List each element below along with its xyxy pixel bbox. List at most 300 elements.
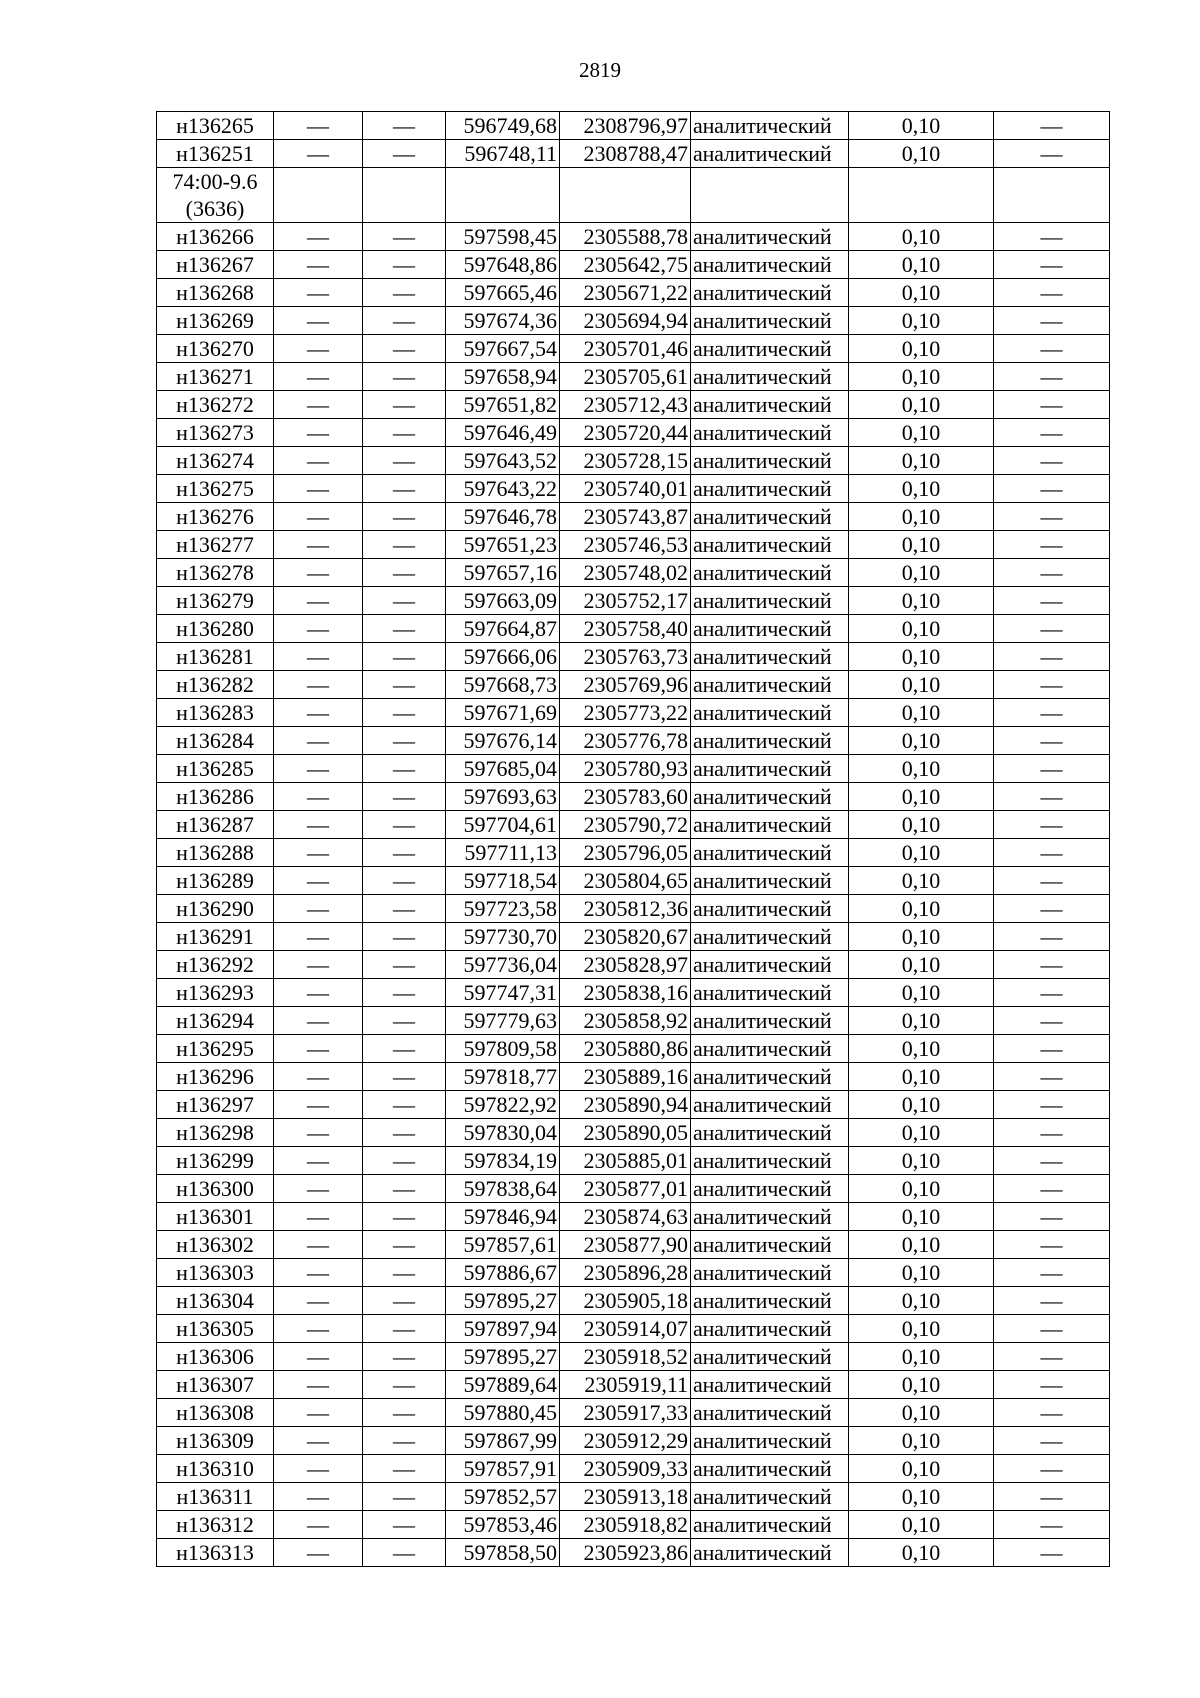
accuracy-cell: 0,10 [849, 419, 994, 447]
method-cell: аналитический [691, 951, 849, 979]
table-row [157, 1007, 1110, 1035]
y-coordinate-cell: 2305858,92 [560, 1007, 691, 1035]
y-coordinate-cell: 2305740,01 [560, 475, 691, 503]
x-coordinate-cell: 597723,58 [446, 895, 560, 923]
accuracy-cell: 0,10 [849, 391, 994, 419]
method-cell: аналитический [691, 923, 849, 951]
table-row [157, 140, 1110, 168]
method-cell: аналитический [691, 335, 849, 363]
point-name-cell: н136296 [157, 1063, 274, 1091]
y-coordinate-cell: 2305783,60 [560, 783, 691, 811]
dash-cell: — [274, 1455, 363, 1483]
dash-cell: — [994, 1455, 1110, 1483]
point-name-cell: н136287 [157, 811, 274, 839]
dash-cell: — [363, 699, 446, 727]
accuracy-cell: 0,10 [849, 1259, 994, 1287]
dash-cell: — [363, 1035, 446, 1063]
method-cell: аналитический [691, 559, 849, 587]
accuracy-cell: 0,10 [849, 279, 994, 307]
dash-cell: — [363, 1231, 446, 1259]
dash-cell: — [994, 1427, 1110, 1455]
dash-cell: — [994, 503, 1110, 531]
dash-cell: — [274, 587, 363, 615]
dash-cell: — [994, 1371, 1110, 1399]
x-coordinate-cell [446, 168, 560, 223]
dash-cell: — [363, 951, 446, 979]
x-coordinate-cell: 597853,46 [446, 1511, 560, 1539]
dash-cell: — [363, 643, 446, 671]
dash-cell: — [994, 140, 1110, 168]
dash-cell: — [274, 391, 363, 419]
method-cell: аналитический [691, 419, 849, 447]
accuracy-cell: 0,10 [849, 643, 994, 671]
dash-cell: — [363, 839, 446, 867]
accuracy-cell: 0,10 [849, 559, 994, 587]
dash-cell: — [363, 251, 446, 279]
y-coordinate-cell: 2305642,75 [560, 251, 691, 279]
x-coordinate-cell: 596748,11 [446, 140, 560, 168]
accuracy-cell: 0,10 [849, 615, 994, 643]
method-cell: аналитический [691, 1231, 849, 1259]
dash-cell [274, 168, 363, 223]
table-row [157, 279, 1110, 307]
y-coordinate-cell: 2305752,17 [560, 587, 691, 615]
accuracy-cell: 0,10 [849, 251, 994, 279]
dash-cell: — [274, 1007, 363, 1035]
y-coordinate-cell: 2305763,73 [560, 643, 691, 671]
accuracy-cell: 0,10 [849, 223, 994, 251]
table-row [157, 1287, 1110, 1315]
dash-cell: — [274, 363, 363, 391]
method-cell: аналитический [691, 1455, 849, 1483]
table-row [157, 335, 1110, 363]
method-cell: аналитический [691, 783, 849, 811]
accuracy-cell: 0,10 [849, 1427, 994, 1455]
accuracy-cell: 0,10 [849, 923, 994, 951]
point-name-cell: н136285 [157, 755, 274, 783]
dash-cell: — [274, 1315, 363, 1343]
dash-cell: — [363, 783, 446, 811]
y-coordinate-cell: 2305889,16 [560, 1063, 691, 1091]
table-section-row [157, 168, 1110, 223]
dash-cell: — [363, 1399, 446, 1427]
dash-cell: — [274, 1119, 363, 1147]
y-coordinate-cell: 2305919,11 [560, 1371, 691, 1399]
point-name-cell: н136292 [157, 951, 274, 979]
accuracy-cell: 0,10 [849, 783, 994, 811]
dash-cell: — [274, 671, 363, 699]
x-coordinate-cell: 597718,54 [446, 867, 560, 895]
x-coordinate-cell: 597809,58 [446, 1035, 560, 1063]
accuracy-cell: 0,10 [849, 979, 994, 1007]
accuracy-cell: 0,10 [849, 1343, 994, 1371]
point-name-cell: н136281 [157, 643, 274, 671]
dash-cell: — [363, 1511, 446, 1539]
x-coordinate-cell: 597665,46 [446, 279, 560, 307]
point-name-cell: н136300 [157, 1175, 274, 1203]
accuracy-cell: 0,10 [849, 755, 994, 783]
method-cell: аналитический [691, 1371, 849, 1399]
accuracy-cell: 0,10 [849, 1147, 994, 1175]
point-name-cell: н136310 [157, 1455, 274, 1483]
dash-cell: — [994, 1091, 1110, 1119]
table-row [157, 223, 1110, 251]
dash-cell: — [274, 867, 363, 895]
point-name-cell: н136306 [157, 1343, 274, 1371]
dash-cell: — [274, 1147, 363, 1175]
point-name-cell: н136291 [157, 923, 274, 951]
dash-cell: — [274, 811, 363, 839]
dash-cell: — [274, 783, 363, 811]
x-coordinate-cell: 597704,61 [446, 811, 560, 839]
dash-cell: — [274, 1259, 363, 1287]
y-coordinate-cell: 2305812,36 [560, 895, 691, 923]
dash-cell: — [274, 251, 363, 279]
dash-cell: — [994, 1399, 1110, 1427]
accuracy-cell: 0,10 [849, 1539, 994, 1567]
table-row [157, 112, 1110, 140]
point-name-cell: н136276 [157, 503, 274, 531]
method-cell: аналитический [691, 671, 849, 699]
x-coordinate-cell: 597889,64 [446, 1371, 560, 1399]
accuracy-cell: 0,10 [849, 307, 994, 335]
dash-cell: — [363, 1427, 446, 1455]
dash-cell: — [994, 251, 1110, 279]
method-cell: аналитический [691, 1399, 849, 1427]
accuracy-cell: 0,10 [849, 363, 994, 391]
accuracy-cell [849, 168, 994, 223]
point-name-cell: н136284 [157, 727, 274, 755]
point-name-cell: н136270 [157, 335, 274, 363]
method-cell: аналитический [691, 1315, 849, 1343]
point-name-cell: н136274 [157, 447, 274, 475]
table-row [157, 727, 1110, 755]
point-name-cell: н136308 [157, 1399, 274, 1427]
x-coordinate-cell: 597895,27 [446, 1287, 560, 1315]
y-coordinate-cell: 2305776,78 [560, 727, 691, 755]
method-cell: аналитический [691, 1511, 849, 1539]
dash-cell: — [994, 307, 1110, 335]
dash-cell: — [274, 559, 363, 587]
dash-cell: — [274, 1287, 363, 1315]
accuracy-cell: 0,10 [849, 1315, 994, 1343]
dash-cell: — [274, 839, 363, 867]
dash-cell: — [363, 559, 446, 587]
x-coordinate-cell: 597747,31 [446, 979, 560, 1007]
table-row [157, 867, 1110, 895]
accuracy-cell: 0,10 [849, 1287, 994, 1315]
dash-cell: — [274, 1063, 363, 1091]
dash-cell: — [274, 1035, 363, 1063]
dash-cell: — [274, 279, 363, 307]
dash-cell: — [363, 112, 446, 140]
point-name-cell: н136290 [157, 895, 274, 923]
method-cell: аналитический [691, 391, 849, 419]
accuracy-cell: 0,10 [849, 867, 994, 895]
x-coordinate-cell: 597657,16 [446, 559, 560, 587]
table-row [157, 643, 1110, 671]
point-name-cell: н136282 [157, 671, 274, 699]
table-row [157, 1175, 1110, 1203]
accuracy-cell: 0,10 [849, 1511, 994, 1539]
table-row [157, 1371, 1110, 1399]
method-cell: аналитический [691, 447, 849, 475]
dash-cell: — [274, 895, 363, 923]
table-row [157, 1427, 1110, 1455]
dash-cell: — [994, 1231, 1110, 1259]
x-coordinate-cell: 597867,99 [446, 1427, 560, 1455]
dash-cell: — [274, 531, 363, 559]
point-name-cell: н136288 [157, 839, 274, 867]
method-cell: аналитический [691, 223, 849, 251]
dash-cell: — [994, 1203, 1110, 1231]
method-cell: аналитический [691, 251, 849, 279]
method-cell: аналитический [691, 475, 849, 503]
x-coordinate-cell: 597598,45 [446, 223, 560, 251]
accuracy-cell: 0,10 [849, 1231, 994, 1259]
y-coordinate-cell: 2305746,53 [560, 531, 691, 559]
dash-cell: — [363, 1259, 446, 1287]
dash-cell: — [363, 615, 446, 643]
x-coordinate-cell: 597886,67 [446, 1259, 560, 1287]
table-row [157, 1035, 1110, 1063]
x-coordinate-cell: 597648,86 [446, 251, 560, 279]
x-coordinate-cell: 597666,06 [446, 643, 560, 671]
method-cell: аналитический [691, 1483, 849, 1511]
method-cell: аналитический [691, 1147, 849, 1175]
dash-cell: — [994, 811, 1110, 839]
y-coordinate-cell [560, 168, 691, 223]
table-row [157, 811, 1110, 839]
dash-cell: — [363, 1203, 446, 1231]
y-coordinate-cell: 2305877,90 [560, 1231, 691, 1259]
method-cell: аналитический [691, 1203, 849, 1231]
dash-cell: — [274, 223, 363, 251]
accuracy-cell: 0,10 [849, 475, 994, 503]
dash-cell: — [363, 895, 446, 923]
dash-cell: — [274, 615, 363, 643]
accuracy-cell: 0,10 [849, 1119, 994, 1147]
table-row [157, 1483, 1110, 1511]
dash-cell: — [274, 112, 363, 140]
x-coordinate-cell: 597651,82 [446, 391, 560, 419]
point-name-cell: н136266 [157, 223, 274, 251]
dash-cell: — [274, 1231, 363, 1259]
method-cell: аналитический [691, 307, 849, 335]
x-coordinate-cell: 597857,61 [446, 1231, 560, 1259]
table-row [157, 1259, 1110, 1287]
y-coordinate-cell: 2305743,87 [560, 503, 691, 531]
dash-cell: — [994, 1063, 1110, 1091]
method-cell: аналитический [691, 811, 849, 839]
table-row [157, 783, 1110, 811]
dash-cell: — [994, 391, 1110, 419]
point-name-cell: н136311 [157, 1483, 274, 1511]
dash-cell: — [994, 1539, 1110, 1567]
x-coordinate-cell: 597838,64 [446, 1175, 560, 1203]
method-cell: аналитический [691, 643, 849, 671]
accuracy-cell: 0,10 [849, 1007, 994, 1035]
y-coordinate-cell: 2305917,33 [560, 1399, 691, 1427]
point-name-cell: н136312 [157, 1511, 274, 1539]
y-coordinate-cell: 2305728,15 [560, 447, 691, 475]
dash-cell: — [363, 1343, 446, 1371]
method-cell: аналитический [691, 979, 849, 1007]
table-row [157, 895, 1110, 923]
point-name-cell: н136273 [157, 419, 274, 447]
x-coordinate-cell: 597685,04 [446, 755, 560, 783]
dash-cell: — [274, 475, 363, 503]
accuracy-cell: 0,10 [849, 727, 994, 755]
dash-cell: — [994, 839, 1110, 867]
y-coordinate-cell: 2305913,18 [560, 1483, 691, 1511]
dash-cell: — [363, 1091, 446, 1119]
dash-cell: — [274, 447, 363, 475]
y-coordinate-cell: 2305671,22 [560, 279, 691, 307]
y-coordinate-cell: 2305720,44 [560, 419, 691, 447]
x-coordinate-cell: 597693,63 [446, 783, 560, 811]
x-coordinate-cell: 597736,04 [446, 951, 560, 979]
x-coordinate-cell: 597779,63 [446, 1007, 560, 1035]
table-row [157, 559, 1110, 587]
accuracy-cell: 0,10 [849, 587, 994, 615]
x-coordinate-cell: 597664,87 [446, 615, 560, 643]
dash-cell: — [994, 1315, 1110, 1343]
accuracy-cell: 0,10 [849, 895, 994, 923]
x-coordinate-cell: 597676,14 [446, 727, 560, 755]
method-cell: аналитический [691, 531, 849, 559]
y-coordinate-cell: 2305712,43 [560, 391, 691, 419]
x-coordinate-cell: 597822,92 [446, 1091, 560, 1119]
accuracy-cell: 0,10 [849, 335, 994, 363]
accuracy-cell: 0,10 [849, 1203, 994, 1231]
table-row [157, 587, 1110, 615]
table-row [157, 1343, 1110, 1371]
method-cell: аналитический [691, 279, 849, 307]
table-row [157, 699, 1110, 727]
point-name-cell: н136295 [157, 1035, 274, 1063]
table-row [157, 1315, 1110, 1343]
accuracy-cell: 0,10 [849, 1035, 994, 1063]
y-coordinate-cell: 2305918,82 [560, 1511, 691, 1539]
accuracy-cell: 0,10 [849, 699, 994, 727]
point-name-cell: н136269 [157, 307, 274, 335]
point-name-cell: н136268 [157, 279, 274, 307]
point-name-cell: н136286 [157, 783, 274, 811]
y-coordinate-cell: 2305780,93 [560, 755, 691, 783]
y-coordinate-cell: 2305820,67 [560, 923, 691, 951]
dash-cell: — [274, 419, 363, 447]
dash-cell: — [363, 363, 446, 391]
dash-cell: — [994, 923, 1110, 951]
dash-cell: — [363, 1483, 446, 1511]
dash-cell: — [994, 867, 1110, 895]
x-coordinate-cell: 597857,91 [446, 1455, 560, 1483]
x-coordinate-cell: 597667,54 [446, 335, 560, 363]
dash-cell: — [363, 223, 446, 251]
y-coordinate-cell: 2305890,94 [560, 1091, 691, 1119]
dash-cell: — [274, 1371, 363, 1399]
y-coordinate-cell: 2305828,97 [560, 951, 691, 979]
x-coordinate-cell: 597671,69 [446, 699, 560, 727]
dash-cell: — [994, 1119, 1110, 1147]
method-cell: аналитический [691, 1063, 849, 1091]
dash-cell: — [363, 923, 446, 951]
dash-cell: — [363, 1175, 446, 1203]
y-coordinate-cell: 2305874,63 [560, 1203, 691, 1231]
point-name-cell: н136289 [157, 867, 274, 895]
method-cell: аналитический [691, 727, 849, 755]
accuracy-cell: 0,10 [849, 811, 994, 839]
y-coordinate-cell: 2305885,01 [560, 1147, 691, 1175]
y-coordinate-cell: 2305758,40 [560, 615, 691, 643]
table-row [157, 979, 1110, 1007]
method-cell: аналитический [691, 1427, 849, 1455]
y-coordinate-cell: 2305914,07 [560, 1315, 691, 1343]
accuracy-cell: 0,10 [849, 1175, 994, 1203]
x-coordinate-cell: 597711,13 [446, 839, 560, 867]
dash-cell: — [274, 335, 363, 363]
dash-cell: — [274, 140, 363, 168]
dash-cell: — [363, 503, 446, 531]
method-cell: аналитический [691, 1035, 849, 1063]
y-coordinate-cell: 2305694,94 [560, 307, 691, 335]
table-row [157, 475, 1110, 503]
dash-cell: — [994, 1511, 1110, 1539]
table-row [157, 1203, 1110, 1231]
x-coordinate-cell: 597658,94 [446, 363, 560, 391]
table-row [157, 951, 1110, 979]
accuracy-cell: 0,10 [849, 1455, 994, 1483]
dash-cell: — [274, 1427, 363, 1455]
method-cell: аналитический [691, 699, 849, 727]
x-coordinate-cell: 597858,50 [446, 1539, 560, 1567]
point-name-cell: н136278 [157, 559, 274, 587]
point-name-cell: н136267 [157, 251, 274, 279]
x-coordinate-cell: 597897,94 [446, 1315, 560, 1343]
dash-cell: — [994, 979, 1110, 1007]
dash-cell: — [274, 307, 363, 335]
y-coordinate-cell: 2305701,46 [560, 335, 691, 363]
dash-cell: — [363, 727, 446, 755]
y-coordinate-cell: 2308796,97 [560, 112, 691, 140]
x-coordinate-cell: 597663,09 [446, 587, 560, 615]
dash-cell: — [274, 699, 363, 727]
y-coordinate-cell: 2308788,47 [560, 140, 691, 168]
table-row [157, 615, 1110, 643]
x-coordinate-cell: 597846,94 [446, 1203, 560, 1231]
y-coordinate-cell: 2305769,96 [560, 671, 691, 699]
point-name-cell: н136297 [157, 1091, 274, 1119]
dash-cell: — [363, 447, 446, 475]
method-cell: аналитический [691, 839, 849, 867]
point-name-cell: н136251 [157, 140, 274, 168]
dash-cell: — [994, 1259, 1110, 1287]
dash-cell: — [274, 1399, 363, 1427]
dash-cell: — [994, 112, 1110, 140]
x-coordinate-cell: 597818,77 [446, 1063, 560, 1091]
dash-cell: — [994, 1147, 1110, 1175]
dash-cell: — [994, 699, 1110, 727]
accuracy-cell: 0,10 [849, 503, 994, 531]
method-cell: аналитический [691, 112, 849, 140]
accuracy-cell: 0,10 [849, 951, 994, 979]
dash-cell: — [363, 531, 446, 559]
x-coordinate-cell: 597646,78 [446, 503, 560, 531]
dash-cell: — [274, 727, 363, 755]
dash-cell [994, 168, 1110, 223]
x-coordinate-cell: 597830,04 [446, 1119, 560, 1147]
